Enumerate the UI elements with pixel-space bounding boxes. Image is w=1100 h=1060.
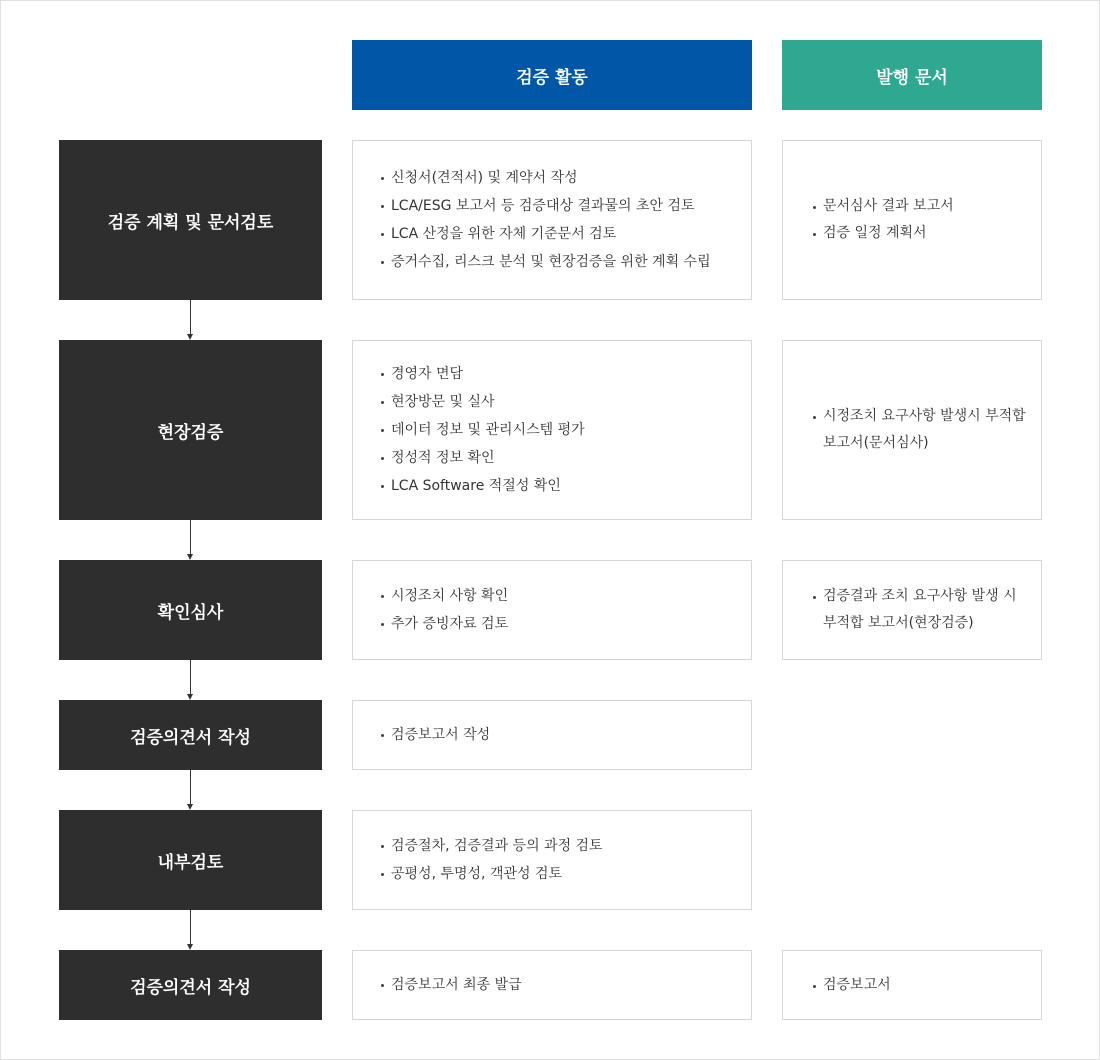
activity-item: 현장방문 및 실사: [381, 388, 585, 416]
step-3-title: 확인심사: [157, 602, 224, 623]
step-2-box: [59, 340, 322, 520]
activity-item: 시정조치 사항 확인: [381, 582, 508, 610]
activity-item: 공평성, 투명성, 객관성 검토: [381, 860, 603, 888]
document-item: 시정조치 요구사항 발생시 부적합보고서(문서심사): [813, 403, 1027, 457]
activity-item: 추가 증빙자료 검토: [381, 610, 508, 638]
documents-column-header: 발행 문서: [782, 40, 1042, 110]
activity-item: 검증보고서 최종 발급: [381, 971, 522, 999]
step-6-box: [59, 950, 322, 1020]
step-3-documents: [782, 560, 1042, 660]
step-3-activities: [352, 560, 752, 660]
step-1-activities: [352, 140, 752, 300]
step-1-box: [59, 140, 322, 300]
activity-column-header: 검증 활동: [352, 40, 752, 110]
activity-item: 증거수집, 리스크 분석 및 현장검증을 위한 계획 수립: [381, 248, 711, 276]
document-item: 검증보고서: [813, 972, 891, 999]
step-2-title: 현장검증: [157, 422, 224, 443]
step-6-documents: [782, 950, 1042, 1020]
flow-arrow-line: [190, 770, 191, 804]
document-item: 문서심사 결과 보고서: [813, 193, 954, 220]
step-5-box: [59, 810, 322, 910]
activity-item: LCA Software 적절성 확인: [381, 472, 585, 500]
activity-item: 신청서(견적서) 및 계약서 작성: [381, 164, 711, 192]
step-1-title: 검증 계획 및 문서검토: [107, 212, 274, 233]
activity-item: 데이터 정보 및 관리시스템 평가: [381, 416, 585, 444]
activity-item: 정성적 정보 확인: [381, 444, 585, 472]
flow-arrow-line: [190, 520, 191, 554]
step-4-title: 검증의견서 작성: [130, 727, 251, 748]
activity-item: 검증절차, 검증결과 등의 과정 검토: [381, 832, 603, 860]
activity-item: 경영자 면담: [381, 360, 585, 388]
step-6-activities: [352, 950, 752, 1020]
step-4-activities: [352, 700, 752, 770]
step-2-documents: [782, 340, 1042, 520]
flow-arrow-line: [190, 300, 191, 334]
document-item: 검증 일정 계획서: [813, 220, 954, 247]
activity-item: 검증보고서 작성: [381, 721, 490, 749]
step-1-documents: [782, 140, 1042, 300]
step-5-activities: [352, 810, 752, 910]
step-5-title: 내부검토: [157, 852, 224, 873]
flow-arrow-line: [190, 910, 191, 944]
activity-item: LCA 산정을 위한 자체 기준문서 검토: [381, 220, 711, 248]
document-item: 검증결과 조치 요구사항 발생 시 부적합 보고서(현장검증): [813, 583, 1027, 637]
activity-item: LCA/ESG 보고서 등 검증대상 결과물의 초안 검토: [381, 192, 711, 220]
step-6-title: 검증의견서 작성: [130, 977, 251, 998]
step-2-activities: [352, 340, 752, 520]
step-3-box: [59, 560, 322, 660]
step-4-box: [59, 700, 322, 770]
flow-arrow-line: [190, 660, 191, 694]
